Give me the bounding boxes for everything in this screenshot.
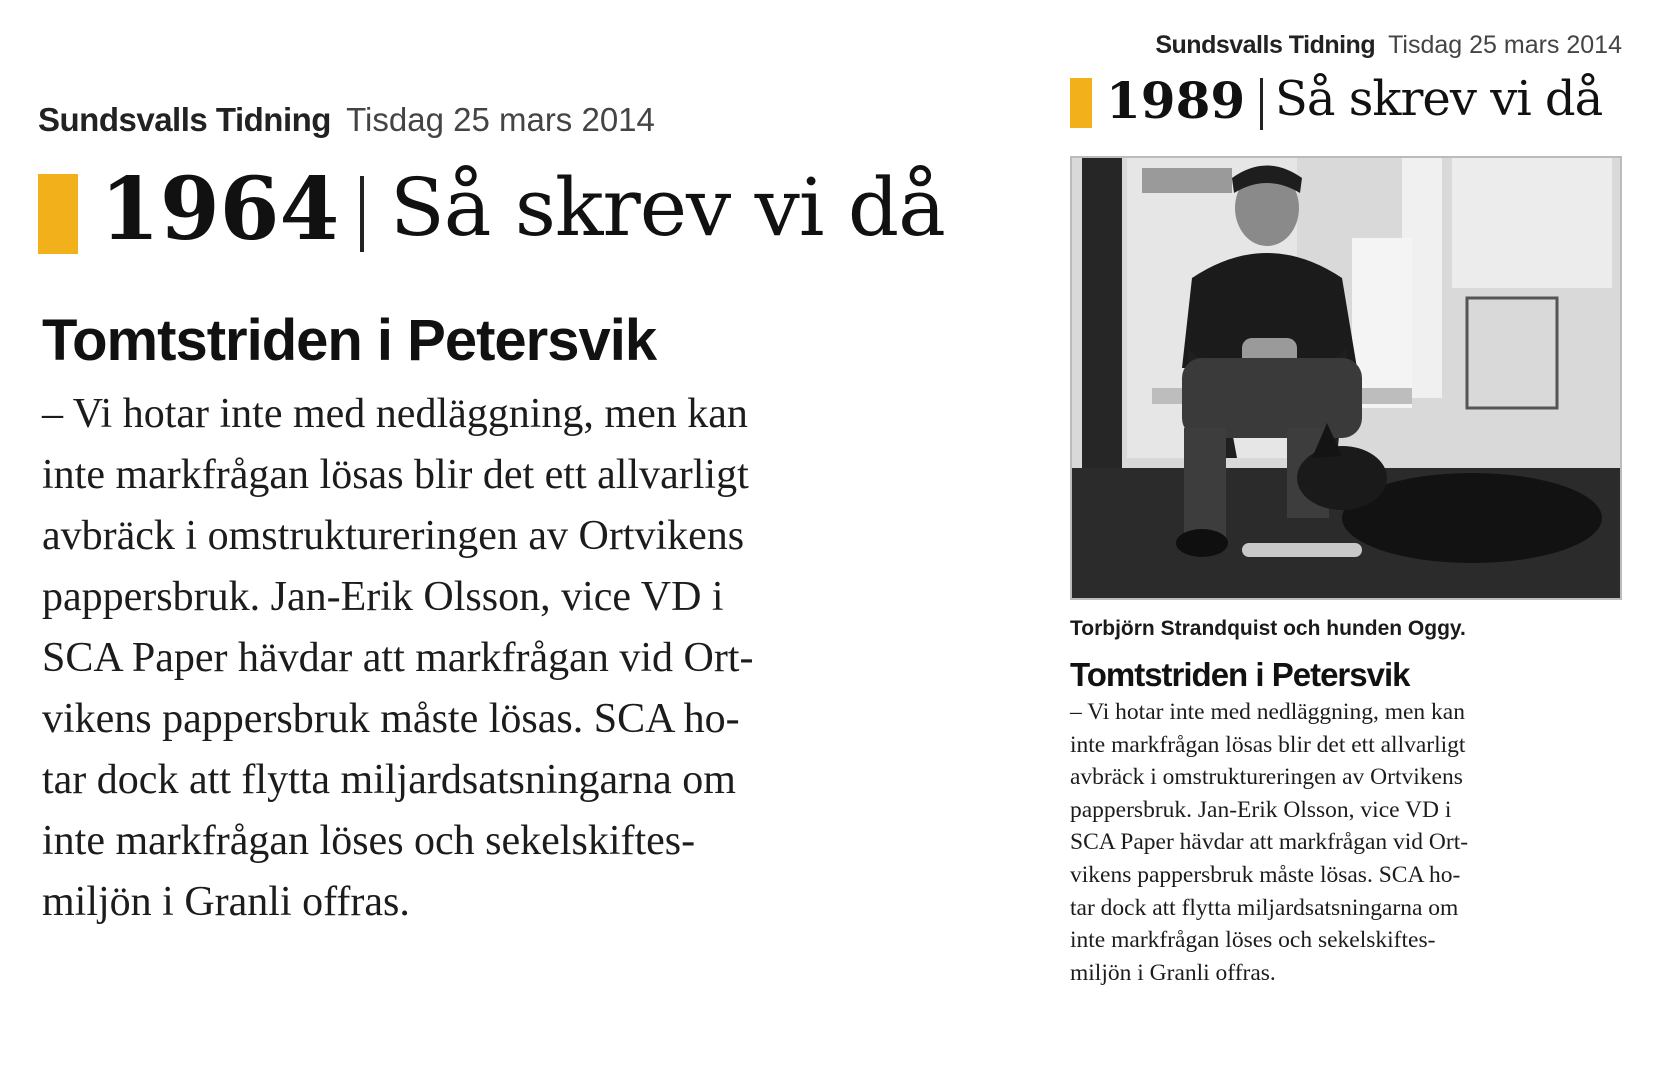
issue-date: Tisdag 25 mars 2014 <box>346 101 655 138</box>
rubric <box>30 159 970 262</box>
rubric-accent-bar <box>38 174 78 254</box>
rubric-slogan: Så skrev vi då <box>390 161 945 254</box>
rubric-year: 1989 <box>1106 71 1246 130</box>
photo-caption: Torbjörn Strandquist och hunden Oggy. <box>1070 617 1466 640</box>
rubric-divider <box>360 176 364 252</box>
clipping-1964 <box>30 100 970 1000</box>
newspaper-name: Sundsvalls Tidning <box>38 101 331 138</box>
rubric <box>1070 68 1630 138</box>
clipping-1989 <box>1070 28 1630 1058</box>
rubric-year: 1964 <box>100 159 340 260</box>
photo-illustration <box>1072 158 1620 598</box>
rubric-accent-bar <box>1070 78 1092 128</box>
article-body: – Vi hotar inte med nedläggning, men kan inte markfrågan lösas blir det ett allvarligt avbräck i omstruktureringen av Ortvikens pappersbruk. Jan-Erik Olsson, vice VD i SCA Paper hävdar att markfrågan vid Ort- vikens pappersbruk måste lösas. SCA ho- tar dock att flytta miljardsatsningarna om inte markfrågan löses och sekelskiftes- miljön i Granli offras. <box>42 391 754 925</box>
issue-date: Tisdag 25 mars 2014 <box>1388 31 1622 59</box>
masthead <box>38 100 970 140</box>
rubric-divider <box>1260 78 1263 130</box>
article-headline: Tomtstriden i Petersvik <box>42 308 657 373</box>
newspaper-name: Sundsvalls Tidning <box>1155 31 1376 59</box>
article-headline: Tomtstriden i Petersvik <box>1070 656 1410 693</box>
news-photo <box>1070 156 1622 600</box>
masthead <box>1070 28 1622 62</box>
rubric-slogan: Så skrev vi då <box>1275 71 1603 127</box>
article-body: – Vi hotar inte med nedläggning, men kan inte markfrågan lösas blir det ett allvarligt avbräck i omstruktureringen av Ortvikens pappersbruk. Jan-Erik Olsson, vice VD i SCA Paper hävdar att markfrågan vid Ort- vikens pappersbruk måste lösas. SCA ho- tar dock att flytta miljardsatsningarna om inte markfrågan löses och sekelskiftes- miljön i Granli offras. <box>1070 699 1469 986</box>
